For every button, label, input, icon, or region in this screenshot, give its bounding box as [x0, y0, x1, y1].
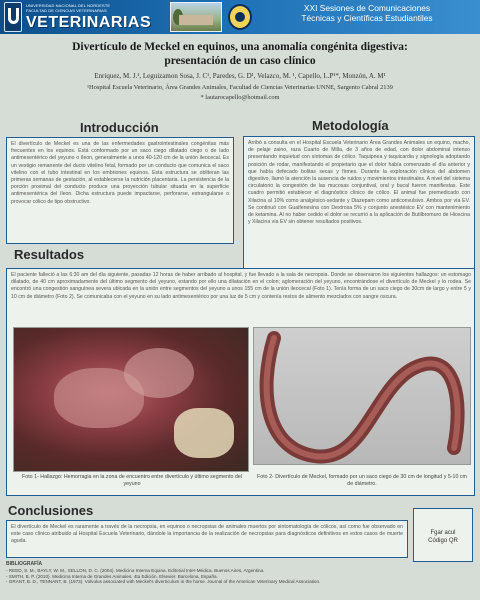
conclusions-box: [6, 520, 408, 558]
affiliation: ¹Hospital Escuela Veterinario, Área Grandes Animales, Facultad de Ciencias Veterinarias UNNE, Sargento Cabral 2139: [87, 84, 393, 91]
event-title: [258, 3, 476, 23]
university-line-2: FACULTAD DE CIENCIAS VETERINARIAS: [26, 8, 107, 13]
methods-heading: Metodología: [312, 118, 389, 133]
bibliography-item: - SMITH, B. P. (2010). Medicina Interna de Grandes Animales. 4ta Edición. Elsevier. Barcelona, España.: [6, 573, 218, 579]
faculty-seal-logo: [228, 4, 252, 30]
bibliography-item: - REED, S. M., BAYLY, W. M., SELLON, D. C. (2004). Medicina Interna Equina. Editorial Inter-Médica. Buenos Aires, Argentina.: [6, 567, 265, 573]
bibliography-heading: BIBLIOGRAFÍA: [6, 561, 43, 567]
photo-1-caption: Foto 1- Hallazgo: Hemorragia en la zona de encuentro entre divertículo y último segmento del yeyuno: [22, 474, 242, 487]
intestine-illustration: [254, 328, 472, 466]
qr-code-box: [413, 508, 473, 562]
results-box: [6, 268, 475, 496]
diverticulum-photo-2: [253, 327, 471, 465]
authors: Enriquez, M. J.¹, Leguizamon Sosa, J. C¹, Paredes, G. D¹, Velazco, M. ¹, Capello, L.P¹*, Monzón, A. M¹: [94, 72, 386, 80]
event-line-1: XXI Sesiones de Comunicaciones: [303, 3, 431, 13]
university-logo: [4, 2, 22, 32]
header-banner: [0, 0, 480, 34]
poster-title-line-1: Divertículo de Meckel en equinos, una anomalía congénita digestiva:: [72, 41, 408, 53]
intro-box: [6, 137, 234, 244]
bibliography: [6, 562, 472, 585]
intro-text: El divertículo de Meckel es una de las enfermedades gastrointestinales congénitas más frecuentes en los equinos. Está conformado por un saco ciego dilatado ciego o de lado antimesentérico del yeyuno o íleon, generalmente a unos 40-120 cm de la unión ileocecal. Es un vestigio remanente del ducto vitelino fetal, formado por un conducto que comunica el saco vitelino con el tubo intestinal en los embriones equinos. Esta estructura se obliteran las primeras semanas de gestación, al establecerse la nutrición placentaria. La persistencia de la porción proximal del conducto produce una proyección tubular situada en la superficie antimesentérica del íleon. Dicha estructura puede impactarse, perforarse, estrangularse o provocar cólico de tipo obstructivo.: [11, 141, 229, 205]
intro-heading: Introducción: [80, 120, 159, 135]
poster-title-line-2: presentación de un caso clínico: [164, 55, 316, 67]
methods-text: Arribó a consulta en el Hospital Escuela Veterinario Área Grandes Animales un equino, macho, de pelaje zaino, raza Cuarto de Milla, de 3 años de edad, con dolor abdominal intenso presentando inquietud con síntomas de cólico. Taquipnea y taquicardia y signología adoptando posición de rodar, manifestando el propietario que el dolor había comenzado el día anterior y que había defecado bolitas secas y firmes. Durante la exploración clínica del abdomen digestivo, llamó la atención la ausencia de ruidos y movimientos intestinales. A nivel del sistema circulatorio la congestión de las mucosas conjuntival, oral y bucal fueron manifiestas. Este cuadro permitió establecer el diagnóstico clínico de cólico. El animal fue premedicado con Xilacina al 10% como analgésico-sedante y Diazepam como anticonvulsivo. Ambos por vía EV. Se continuó con Guaifenesina con Dextrosa 5% y conjunto anestésico EV con mantenimiento de ketamina. Al no haber cedido el dolor se recurrió a la aplicación de Butilbromuro de Hioscina y Xilacina vía EV sin obtener resultados positivos.: [248, 140, 470, 226]
conclusions-text: El divertículo de Meckel es raramente a través de la necropsia, en equinos o necropsias de animales muertos por sintomatología de cólicos, así como fue observado en este caso clínico atribuido al Hospital Escuela Veterinario, dándole la importancia de la realización de necropsias para diagnósticos definitivos en estos casos de muerte aguda.: [11, 524, 403, 545]
contact-email: * lautarocapello@hotmail.com: [200, 94, 280, 101]
university-line-1: UNIVERSIDAD NACIONAL DEL NORDESTE: [26, 3, 111, 8]
results-heading: Resultados: [14, 247, 85, 262]
qr-label-1: Fgar acul: [430, 530, 456, 536]
conclusions-heading: Conclusiones: [8, 503, 94, 518]
photo-2-caption: Foto 2- Divertículo de Meckel, formado por un saco ciego de 30 cm de longitud y 5-10 cm de diámetro.: [257, 474, 467, 487]
faculty-wordmark: VETERINARIAS: [26, 14, 152, 31]
event-line-2: Técnicas y Científicas Estudiantiles: [301, 13, 433, 23]
necropsy-photo-1: [13, 327, 249, 472]
poster-title: [10, 40, 470, 68]
university-name: [26, 3, 136, 13]
campus-photo: [170, 2, 222, 32]
qr-label-2: Código QR: [428, 538, 458, 544]
bibliography-item: - GRANT, B. D., TENNANT, B. (1973). Volvulus associated with Meckel's diverticulum in the horse. Journal of the American Veterinary Medical Association.: [6, 579, 321, 585]
results-text: El paciente falleció a las 6:30 am del día siguiente, pasadas 12 horas de haber arribado al hospital, y fue llevado a la sala de necropsia. Donde se observaron los siguientes hallazgos: un estomago dilatado, de 40 cm aproximadamente del último segmento del yeyuno, estando por ello una dilatación en el colon; aglomeración del yeyuno, encontrándose el divertículo de Meckel y lo rodea. Se encontró una congestión sanguínea severa ubicada en la unión entre segmentos del yeyuno a unos 155 cm de la unión ileocecal (Foto 1). Tenía forma de un saco ciego de 30cm de largo y entre 5 y 10 cm de diámetro (Foto 2). Se comunicaba con el yeyuno en su lado antimesentérico por una luz de 5 cm y contenía restos de alimento mezclados con sangre oscura.: [11, 272, 471, 300]
